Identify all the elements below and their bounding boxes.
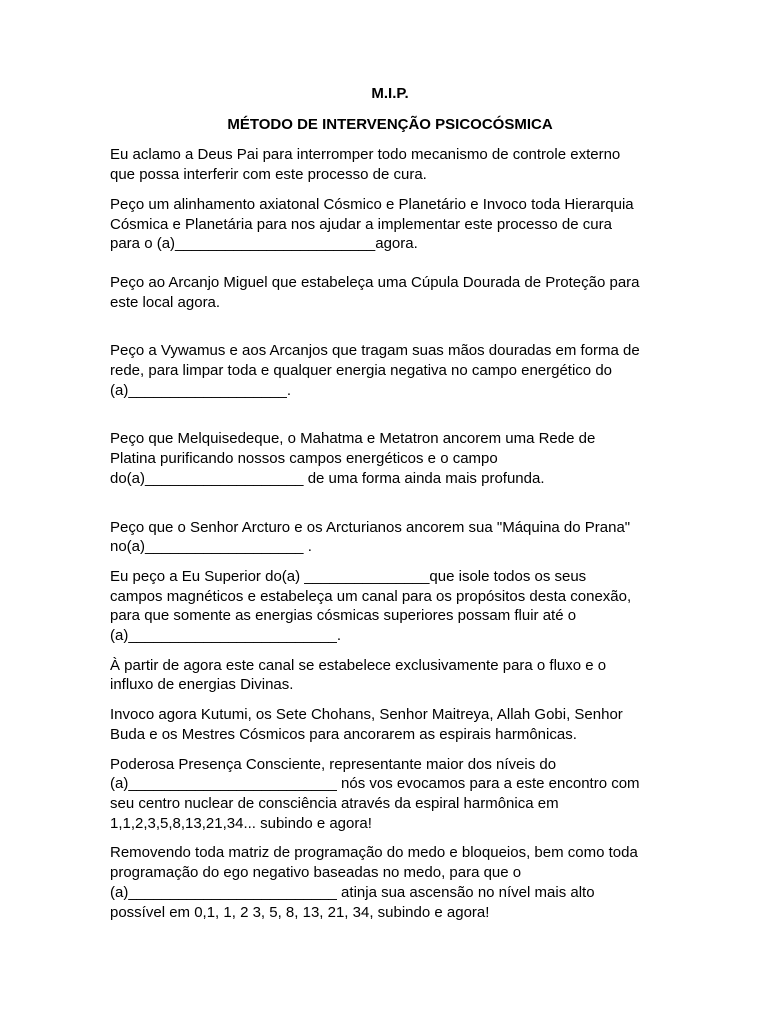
paragraph-5: Peço que Melquisedeque, o Mahatma e Metatron ancorem uma Rede de Platina purificando nossos campos energéticos e o campo do(a)___________________ de uma forma ainda mais profunda. bbox=[110, 430, 596, 487]
paragraph-1: Eu aclamo a Deus Pai para interromper todo mecanismo de controle externo que possa interferir com este processo de cura. bbox=[110, 146, 621, 184]
paragraph-8: À partir de agora este canal se estabelece exclusivamente para o fluxo e o influxo de energias Divinas. bbox=[110, 656, 607, 694]
document-acronym: M.I.P. bbox=[371, 85, 409, 102]
paragraph-7: Eu peço a Eu Superior do(a) _______________que isole todos os seus campos magnéticos e estabeleça um canal para os propósitos desta conexão, para que somente as energias cósmicas superiores possam fluir até o (a)_________________________. bbox=[110, 567, 632, 645]
document-page bbox=[110, 84, 670, 922]
paragraph-10: Poderosa Presença Consciente, representante maior dos níveis do (a)_________________________ nós vos evocamos para a este encontro com seu centro nuclear de consciência através da espiral harmônica em 1,1,2,3,5,8,13,21,34... subindo e agora! bbox=[110, 755, 640, 832]
document-title: MÉTODO DE INTERVENÇÃO PSICOCÓSMICA bbox=[227, 115, 553, 133]
paragraph-4: Peço a Vywamus e aos Arcanjos que tragam suas mãos douradas em forma de rede, para limpar toda e qualquer energia negativa no campo energético do (a)___________________. bbox=[110, 342, 640, 399]
paragraph-11: Removendo toda matriz de programação do medo e bloqueios, bem como toda programação do ego negativo baseadas no medo, para que o (a)_________________________ atinja sua ascensão no nível mais alto possível em 0,1, 1, 2 3, 5, 8, 13, 21, 34, subindo e agora! bbox=[110, 844, 638, 921]
paragraph-6: Peço que o Senhor Arcturo e os Arcturianos ancorem sua "Máquina do Prana" no(a)___________________ . bbox=[110, 518, 631, 556]
paragraph-3: Peço ao Arcanjo Miguel que estabeleça uma Cúpula Dourada de Proteção para este local agora. bbox=[110, 273, 640, 311]
paragraph-9: Invoco agora Kutumi, os Sete Chohans, Senhor Maitreya, Allah Gobi, Senhor Buda e os Mestres Cósmicos para ancorarem as espirais harmônicas. bbox=[110, 706, 623, 743]
paragraph-2: Peço um alinhamento axiatonal Cósmico e Planetário e Invoco toda Hierarquia Cósmica e Planetária para nos ajudar a implementar este processo de cura para o (a)________________________agora. bbox=[110, 195, 634, 253]
